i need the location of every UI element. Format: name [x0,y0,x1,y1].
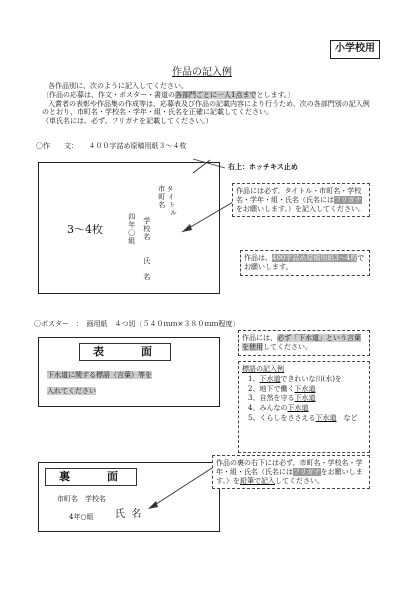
slogan-examples-box [238,361,370,453]
essay-vt-name-label2: 名 [142,273,151,281]
slogan-examples-list [242,375,366,423]
furigana-highlight: フリガナ [334,195,362,204]
poster-note-1: 作品には、必ず「下水道」という言葉を使用してください。 [238,330,370,356]
poster-back [38,462,220,532]
essay-vt-name-label: 氏 [142,257,151,265]
front-slogan-line-1: 下水道に関する標語（言葉）等を [47,371,152,379]
essay-heading: 〇作 文： ４００字詰め原稿用紙３～４枚 [36,142,187,150]
intro-highlight: 各部門ごとに一人1点まで [175,90,257,99]
back-city-school: 市町名 学校名 [57,495,106,503]
slogan-example-item: 1、下水道できれいな川(水)を [248,374,342,383]
intro-line-2: 〔作品の応募は、作文・ポスター・書道の各部門ごとに一人1点までとします。〕 [42,90,295,99]
back-furigana-highlight: フリガナ [293,467,321,476]
essay-paper-count: 3～4枚 [67,223,103,236]
slogan-example-item: 3、自然を守る下水道 [248,394,316,403]
back-grade: 4年○組 [69,513,94,521]
intro-line-3: 入賞者の表彰や作品集の作成等は、応募表及び作品の記載内容により行うため、次の各部門別の記入例 [48,99,370,108]
essay-vt-school: 学校名 [142,217,151,241]
essay-note-2: 作品は、400字詰め原稿用紙3～4枚でお願いします。 [240,250,370,276]
intro-line-5: （単氏名には、必ず、フリガナを記載してください。） [42,117,213,125]
back-name: 氏 名 [115,509,142,520]
intro-line-4: のとおり、市町名・学校名・学年・組・氏名を正確に記載してください。 [42,108,273,117]
staple-label: 右上：ホッチキス止め [228,162,298,171]
slogan-examples-title: 標語の記入例 [242,365,284,373]
front-slogan-line-2: 入れてください [47,387,96,395]
intro-line-1: 各作品別に、次のように記入してください。 [48,82,188,90]
poster-note-2: 作品の裏の右下には必ず、市町名・学校名・学年・組・氏名（氏名にはフリガナをお願いします。）を鉛筆で記入してください。 [212,455,370,489]
slogan-example-item: 5、くらしをささえる下水道 など [248,413,358,422]
pencil-note: 鉛筆で記入 [239,476,275,485]
sewer-word-highlight: 必ず「下水道」という言葉を使用 [242,334,361,351]
page-title: 作品の記入例 [172,67,232,78]
front-label: 表 面 [79,343,171,361]
essay-vt-grade: 四年〇組 [127,213,136,245]
poster-heading: 〇ポスター ： 画用紙 ４つ切〔５４０ｍｍ×３８０ｍｍ程度〕 [34,320,240,328]
slogan-example-item: 2、地下で働く下水道 [248,384,316,393]
essay-vt-city: 市町名 [157,185,166,209]
poster-front [38,337,220,407]
back-label: 裏 面 [45,468,137,486]
essay-note-1: 作品には必ず、タイトル・市町名・学校名・学年・組・氏名（氏名にはフリガナをお願いします。）を記入してください。 [232,183,370,217]
essay-vt-title: タイトル [165,184,178,218]
school-level-badge: 小学校用 [330,40,380,59]
paper-highlight: 400字詰め原稿用紙3～4枚 [272,254,358,262]
slogan-example-item: 4、みんなの下水道 [248,404,309,412]
